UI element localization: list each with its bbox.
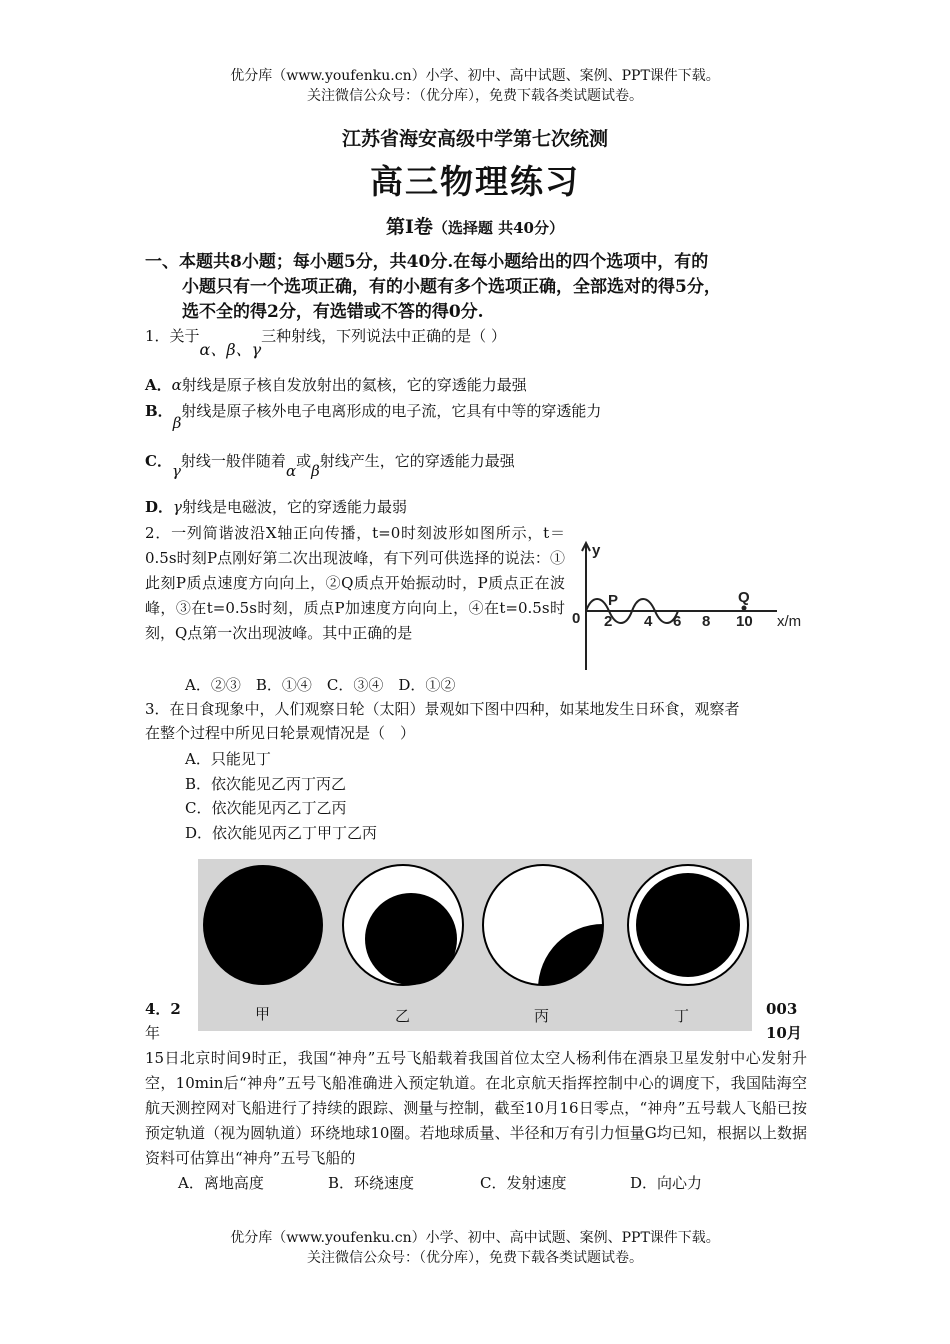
main-title: 高三物理练习 [370, 162, 580, 201]
part-title [0, 212, 950, 239]
q3-option-b: B．依次能见乙丙丁丙乙 [185, 775, 347, 793]
q4-option-c: C．发射速度 [480, 1174, 567, 1192]
tick-4: 4 [644, 613, 653, 630]
tick-10: 10 [736, 613, 753, 630]
eclipse-ding-moon [636, 873, 740, 977]
q1-symbols: α、β、γ [199, 340, 262, 359]
p-label: P [608, 592, 619, 609]
figure-label-ding: 丁 [674, 1007, 690, 1025]
y-label: y [592, 542, 601, 559]
q3-option-c: C．依次能见丙乙丁乙丙 [185, 799, 347, 817]
figure-label-bing: 丙 [534, 1007, 550, 1025]
q-label: Q [738, 589, 750, 606]
q1-option-c: C．γ射线一般伴随着α或β射线产生，它的穿透能力最强 [145, 452, 515, 480]
q1-option-b: B．β射线是原子核外电子电离形成的电子流，它具有中等的穿透能力 [145, 402, 602, 432]
figure-label-jia: 甲 [255, 1005, 271, 1023]
origin-label: 0 [572, 610, 581, 627]
q3-line1: 3．在日食现象中，人们观察日轮（太阳）景观如下图中四种，如某地发生日环食，观察者 [145, 700, 740, 718]
q1-option-d: D．γ射线是电磁波，它的穿透能力最弱 [145, 498, 407, 516]
q4-lead-year: 003 [766, 1000, 798, 1018]
header-line-1: 优分库（www.youfenku.cn）小学、初中、高中试题、案例、PPT课件下载。 [230, 68, 720, 84]
header-line-2: 关注微信公众号：（优分库），免费下载各类试题试卷。 [307, 88, 643, 104]
q3-option-d: D．依次能见丙乙丁甲丁乙丙 [185, 824, 378, 842]
q3-line2: 在整个过程中所见日轮景观情况是（ ） [145, 724, 416, 742]
q4-lead-number: 4．2 [145, 1000, 181, 1018]
q4-option-d: D．向心力 [630, 1174, 703, 1192]
q1-option-a: A．α射线是原子核自发放射出的氦核，它的穿透能力最强 [145, 376, 527, 394]
tick-8: 8 [702, 613, 711, 630]
q-point [742, 606, 747, 611]
q2-text: 2．一列简谐波沿X轴正向传播，t=0时刻波形如图所示，t＝0.5s时刻P点刚好第二次出现波峰，有下列可供选择的说法：①此刻P质点速度方向向上，②Q质点开始振动时，P质点正在波峰，③在t=0.5s时刻，质点P加速度方向向上，④在t=0.5s时刻，Q点第一次出现波峰。其中正确的是 [145, 524, 565, 642]
eclipse-figure [198, 859, 752, 1031]
x-label: x/m [777, 613, 802, 630]
eclipse-yi-moon [365, 893, 457, 985]
figure-label-yi: 乙 [395, 1007, 411, 1025]
eclipse-jia-disc [203, 865, 323, 985]
q2-options: A．②③ B．①④ C．③④ D．①② [185, 676, 456, 694]
tick-2: 2 [604, 613, 613, 630]
q4-option-a: A．离地高度 [178, 1174, 264, 1192]
q4-body: 15日北京时间9时正，我国“神舟”五号飞船载着我国首位太空人杨利伟在酒泉卫星发射中心发射升空，10min后“神舟”五号飞船准确进入预定轨道。在北京航天指挥控制中心的调度下，我国陆海空航天测控网对飞船进行了持续的跟踪、测量与控制，截至10月16日零点，“神舟”五号载人飞船已按预定轨道（视为圆轨道）环绕地球10圈。若地球质量、半径和万有引力恒量G均已知，根据以上数据资料可估算出“神舟”五号飞船的 [145, 1049, 807, 1167]
q4-option-b: B．环绕速度 [328, 1174, 415, 1192]
school-title: 江苏省海安高级中学第七次统测 [341, 128, 608, 150]
wave-graph [572, 535, 812, 675]
section1-line3: 选不全的得2分，有选错或不答的得0分. [182, 302, 484, 322]
q4-month: 10月 [766, 1024, 802, 1042]
q1-stem: 1．关于α、β、γ三种射线，下列说法中正确的是（ ） [145, 327, 506, 359]
tick-6: 6 [673, 613, 682, 630]
q3-option-a: A．只能见丁 [185, 750, 271, 768]
q4-nian: 年 [145, 1024, 161, 1042]
part-strong: 第Ⅰ卷 [386, 216, 433, 238]
footer-line-1: 优分库（www.youfenku.cn）小学、初中、高中试题、案例、PPT课件下载。 [230, 1230, 720, 1246]
section1-line2: 小题只有一个选项正确，有的小题有多个选项正确，全部选对的得5分， [182, 277, 721, 297]
part-rest: （选择题 共40分） [432, 219, 564, 237]
section1-line1: 一、本题共8小题；每小题5分，共40分.在每小题给出的四个选项中，有的 [145, 252, 709, 272]
footer-line-2: 关注微信公众号：（优分库），免费下载各类试题试卷。 [307, 1250, 643, 1266]
